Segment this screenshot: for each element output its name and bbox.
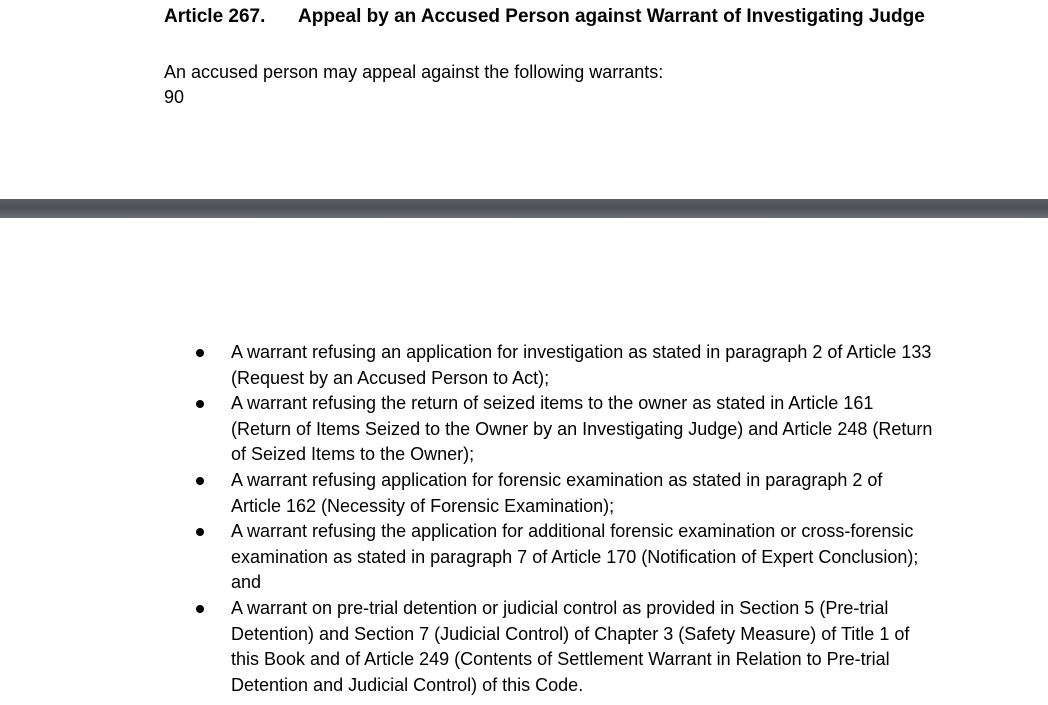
warrant-text: A warrant refusing application for forensic examination as stated in paragraph 2 of Article 162 (Necessity of Forensic Examination);	[231, 469, 883, 516]
list-item	[196, 468, 936, 519]
bullet-icon	[196, 349, 204, 357]
article-number: Article 267.	[164, 6, 266, 27]
warrant-text: A warrant refusing an application for investigation as stated in paragraph 2 of Article 133 (Request by an Accused Person to Act);	[231, 342, 932, 388]
bullet-icon	[196, 400, 204, 408]
article-title: Appeal by an Accused Person against Warrant of Investigating Judge	[298, 6, 925, 27]
bullet-icon	[196, 528, 204, 536]
list-item	[196, 340, 936, 391]
warrant-list	[196, 340, 936, 698]
warrant-text: A warrant refusing the application for additional forensic examination or cross-forensic examination as stated in paragraph 7 of Article 170 (Notification of Expert Conclusion); and	[231, 521, 919, 593]
page-break-divider	[0, 199, 1048, 218]
bullet-icon	[196, 605, 204, 613]
bullet-icon	[196, 477, 204, 485]
list-item	[196, 391, 936, 468]
list-item	[196, 519, 936, 596]
article-heading	[164, 6, 925, 28]
warrant-text: A warrant on pre-trial detention or judicial control as provided in Section 5 (Pre-trial Detention) and Section 7 (Judicial Control) of Chapter 3 (Safety Measure) of Title 1 of this Book and of Article 249 (Contents of Settlement Warrant in Relation to Pre-trial Detention and Judicial Control) of this Code.	[231, 597, 910, 695]
page-number: 90	[164, 87, 185, 107]
article-intro	[164, 60, 663, 110]
warrant-text: A warrant refusing the return of seized items to the owner as stated in Article 161 (Return of Items Seized to the Owner by an Investigating Judge) and Article 248 (Return of Seized Items to the Owner);	[231, 393, 933, 465]
intro-text: An accused person may appeal against the following warrants:	[164, 62, 664, 82]
page-upper	[0, 0, 1048, 200]
list-item	[196, 596, 936, 698]
